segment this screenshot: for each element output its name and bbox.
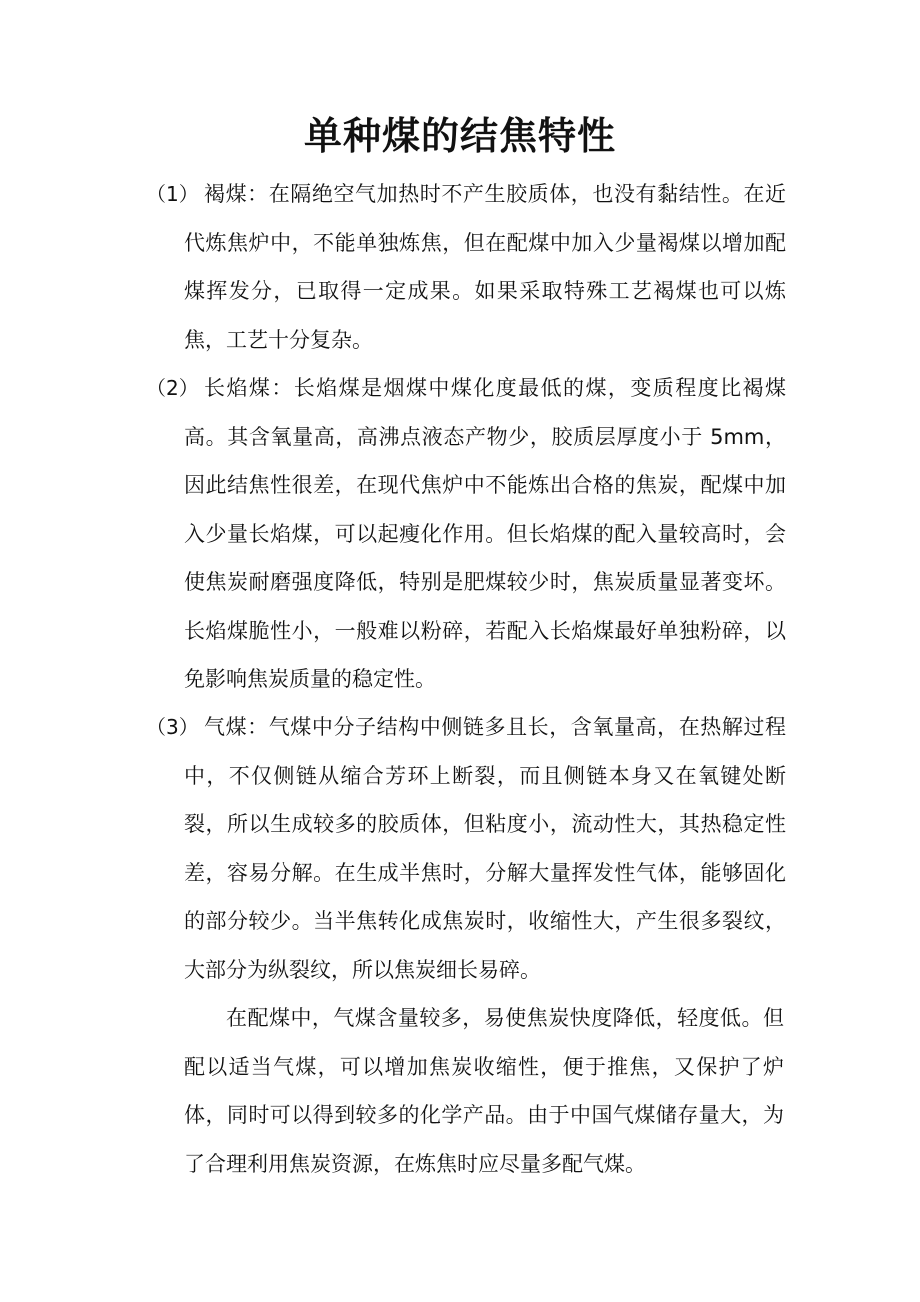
list-item-text-content: 长焰煤：长焰煤是烟煤中煤化度最低的煤，变质程度比褐煤高。其含氧量高，高沸点液态产物少，胶质层厚度小于 5mm，因此结焦性很差，在现代焦炉中不能炼出合格的焦炭，配煤中加入少量长焰煤，可以起瘦化作用。但长焰煤的配入量较高时，会使焦炭耐磨强度降低，特别是肥煤较少时，焦炭质量显著变坏。长焰煤脆性小，一般难以粉碎，若配入长焰煤最好单独粉碎，以免影响焦炭质量的稳定性。 (184, 376, 786, 691)
list-item-text (184, 364, 786, 704)
document-title: 单种煤的结焦特性 (303, 114, 616, 158)
list-item-1 (146, 170, 786, 364)
list-item-text (184, 170, 786, 364)
list-item-3 (146, 703, 786, 994)
list-item-2 (146, 364, 786, 704)
list-marker: （2） (146, 376, 199, 400)
list-item-text-content: 气煤：气煤中分子结构中侧链多且长，含氧量高，在热解过程中，不仅侧链从缩合芳环上断裂，而且侧链本身又在氧键处断裂，所以生成较多的胶质体，但粘度小，流动性大，其热稳定性差，容易分解。在生成半焦时，分解大量挥发性气体，能够固化的部分较少。当半焦转化成焦炭时，收缩性大，产生很多裂纹，大部分为纵裂纹，所以焦炭细长易碎。 (184, 715, 786, 982)
list-item-text-content: 褐煤：在隔绝空气加热时不产生胶质体，也没有黏结性。在近代炼焦炉中，不能单独炼焦，但在配煤中加入少量褐煤以增加配煤挥发分，已取得一定成果。如果采取特殊工艺褐煤也可以炼焦，工艺十分复杂。 (184, 182, 786, 352)
list-marker: （1） (146, 182, 199, 206)
body-paragraph: 在配煤中，气煤含量较多，易使焦炭快度降低，轻度低。但配以适当气煤，可以增加焦炭收缩性，便于推焦，又保护了炉体，同时可以得到较多的化学产品。由于中国气煤储存量大，为了合理利用焦炭资源，在炼焦时应尽量多配气煤。 (184, 1006, 784, 1176)
list-item-text (184, 703, 786, 994)
list-marker: （3） (146, 715, 199, 739)
